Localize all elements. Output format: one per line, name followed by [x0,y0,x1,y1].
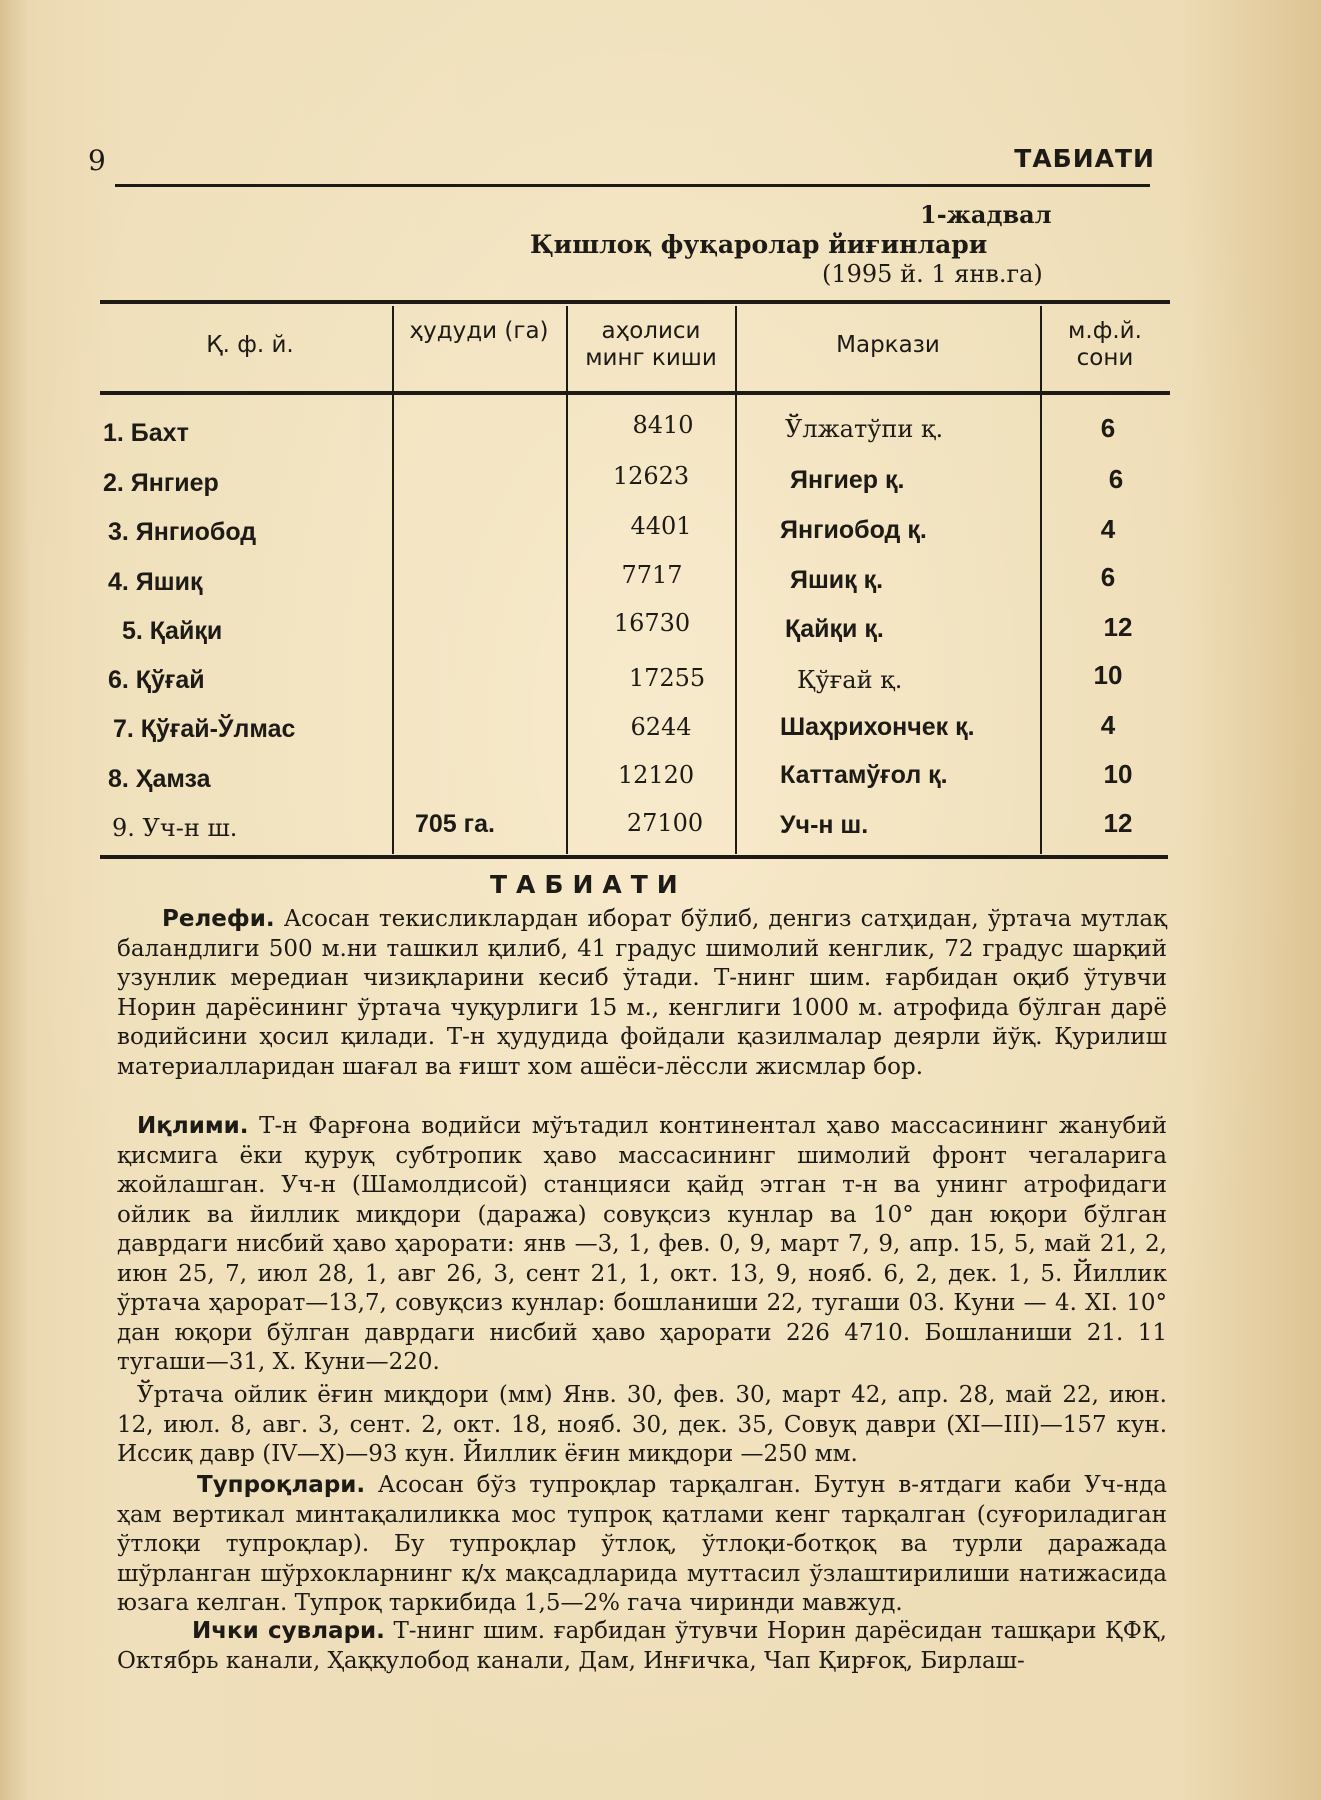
row-center: Янгиер қ. [790,466,905,494]
column-header-population: аҳолиси минг киши [585,318,717,371]
row-mfy: 6 [1100,413,1116,443]
paragraph-text: Т-н Фарғона водийси мўътадил континентал ҳаво массасининг жанубий қисмига ёки қуруқ субтропик ҳаво массасининг шимолий фронт чегаларига жойлашган. Уч-н (Шамолдисой) станцияси қайд этган т-н ва унинг атрофидаги ойлик ва йиллик миқдори (даража) совуқсиз кунлар ва 10° дан юқори бўлган даврдаги нисбий ҳаво ҳарорати: янв —3, 1, фев. 0, 9, март 7, 9, апр. 15, 5, май 21, 2, июн 25, 7, июл 28, 1, авг 26, 3, сент 21, 1, окт. 13, 9, нояб. 6, 2, дек. 1, 5. Йиллик ўртача ҳарорат—13,7, совуқсиз кунлар: бошланиши 22, тугаши 03. Куни — 4. XI. 10° дан юқори бўлган даврдаги нисбий ҳаво ҳарорати 226 4710. Бошланиши 21. 11 тугаши—31, X. Куни—220. [117,1113,1167,1375]
row-population: 7717 [621,561,683,589]
row-population: 8410 [632,411,694,439]
paragraph-lead: Релефи. [162,906,275,932]
paragraph-waters [117,1617,1167,1676]
row-population: 17255 [628,664,706,692]
row-population: 16730 [613,609,691,637]
column-header-mfy: м.ф.й. сони [1068,318,1142,371]
row-name: 9. Уч-н ш. [112,814,238,842]
row-name: 6. Қўғай [108,666,205,694]
row-name: 7. Қўғай-Ўлмас [113,715,296,743]
paragraph-relief [117,905,1167,1082]
row-mfy: 12 [1103,808,1133,838]
row-center: Қайқи қ. [785,615,884,643]
table-bottom-rule [100,855,1168,859]
column-header-name: Қ. ф. й. [206,332,294,358]
row-name: 4. Яшиқ [108,568,203,596]
row-population: 12623 [612,462,690,490]
table-header-rule [100,391,1170,395]
paragraph-precipitation [117,1381,1167,1470]
row-name: 8. Ҳамза [108,765,211,793]
paragraph-soils [117,1471,1167,1619]
section-title: ТАБИАТИ [490,870,687,899]
row-name: 3. Янгиобод [108,518,257,546]
row-population: 12120 [617,761,695,789]
paragraph-text: Асосан бўз тупроқлар тарқалган. Бутун в-ятдаги каби Уч-нда ҳам вертикал минтақалиликка мос тупроқ қатлами кенг тарқалган (суғориладиган ўтлоқи тупроқлар). Бу тупроқлар ўтлоқ, ўтлоқи-ботқоқ ва турли даражада шўрланган шўрхокларнинг қ/х мақсадларида муттасил ўзлаштирилиши натижасида юзага келган. Тупроқ таркибида 1,5—2% гача чиринди мавжуд. [117,1472,1167,1616]
row-area: 705 га. [415,810,495,838]
paragraph-climate [117,1112,1167,1378]
column-divider [735,306,737,854]
column-divider [392,306,394,854]
row-mfy: 10 [1103,759,1133,789]
row-name: 5. Қайқи [122,617,223,645]
table-title: Қишлоқ фуқаролар йиғинлари [530,230,988,259]
column-header-area: ҳудуди (га) [409,318,549,344]
row-mfy: 4 [1100,514,1116,544]
table-number: 1-жадвал [920,200,1052,229]
row-center: Уч-н ш. [780,811,869,839]
row-population: 4401 [630,512,692,540]
paragraph-text: Асосан текисликлардан иборат бўлиб, денгиз сатҳидан, ўртача мутлақ баландлиги 500 м.ни ташкил қилиб, 41 градус шимолий кенглик, 72 градус шарқий узунлик мередиан чизиқларини кесиб ўтади. Т-нинг шим. ғарбидан оқиб ўтувчи Норин дарёсининг ўртача чуқурлиги 15 м., кенглиги 1000 м. атрофида бўлган дарё водийсини ҳосил қилади. Т-н ҳудудида фойдали қазилмалар деярли йўқ. Қурилиш материалларидан шағал ва ғишт хом ашёси-лёссли жисмлар бор. [117,906,1167,1080]
column-divider [566,306,568,854]
paragraph-text: Т-нинг шим. ғарбидан ўтувчи Норин дарёсидан ташқари ҚФҚ, Октябрь канали, Ҳаққулобод канали, Дам, Инғичка, Чап Қирғоқ, Бирлаш- [117,1618,1167,1674]
row-name: 1. Бахт [103,419,189,447]
page-number: 9 [88,144,106,177]
running-header [80,142,1155,182]
column-divider [1040,306,1042,854]
header-rule [115,184,1150,187]
table-top-rule [100,300,1170,304]
row-population: 6244 [630,713,692,741]
row-center: Янгиобод қ. [780,516,927,544]
row-center: Каттамўғол қ. [780,761,948,789]
column-header-center: Маркази [836,332,940,358]
row-mfy: 12 [1103,612,1133,642]
paragraph-text: Ўртача ойлик ёғин миқдори (мм) Янв. 30, фев. 30, март 42, апр. 28, май 22, июн. 12, июл. 8, авг. 3, сент. 2, окт. 18, нояб. 30, дек. 35, Совуқ даври (XI—III)—157 кун. Иссиқ давр (IV—X)—93 кун. Йиллик ёғин миқдори —250 мм. [117,1382,1167,1467]
row-mfy: 6 [1100,562,1116,592]
row-mfy: 4 [1100,710,1116,740]
paragraph-lead: Ички сувлари. [192,1618,385,1644]
paragraph-lead: Иқлими. [137,1113,249,1139]
table-date: (1995 й. 1 янв.га) [822,260,1043,288]
row-center: Қўғай қ. [797,666,903,694]
row-mfy: 6 [1108,464,1124,494]
row-population: 27100 [626,809,704,837]
row-name: 2. Янгиер [103,469,219,497]
row-mfy: 10 [1093,660,1123,690]
section-heading: ТАБИАТИ [1014,144,1155,173]
row-center: Ўлжатўпи қ. [785,415,944,443]
paragraph-lead: Тупроқлари. [197,1472,366,1498]
row-center: Яшиқ қ. [790,566,884,594]
row-center: Шаҳрихончек қ. [780,713,975,741]
